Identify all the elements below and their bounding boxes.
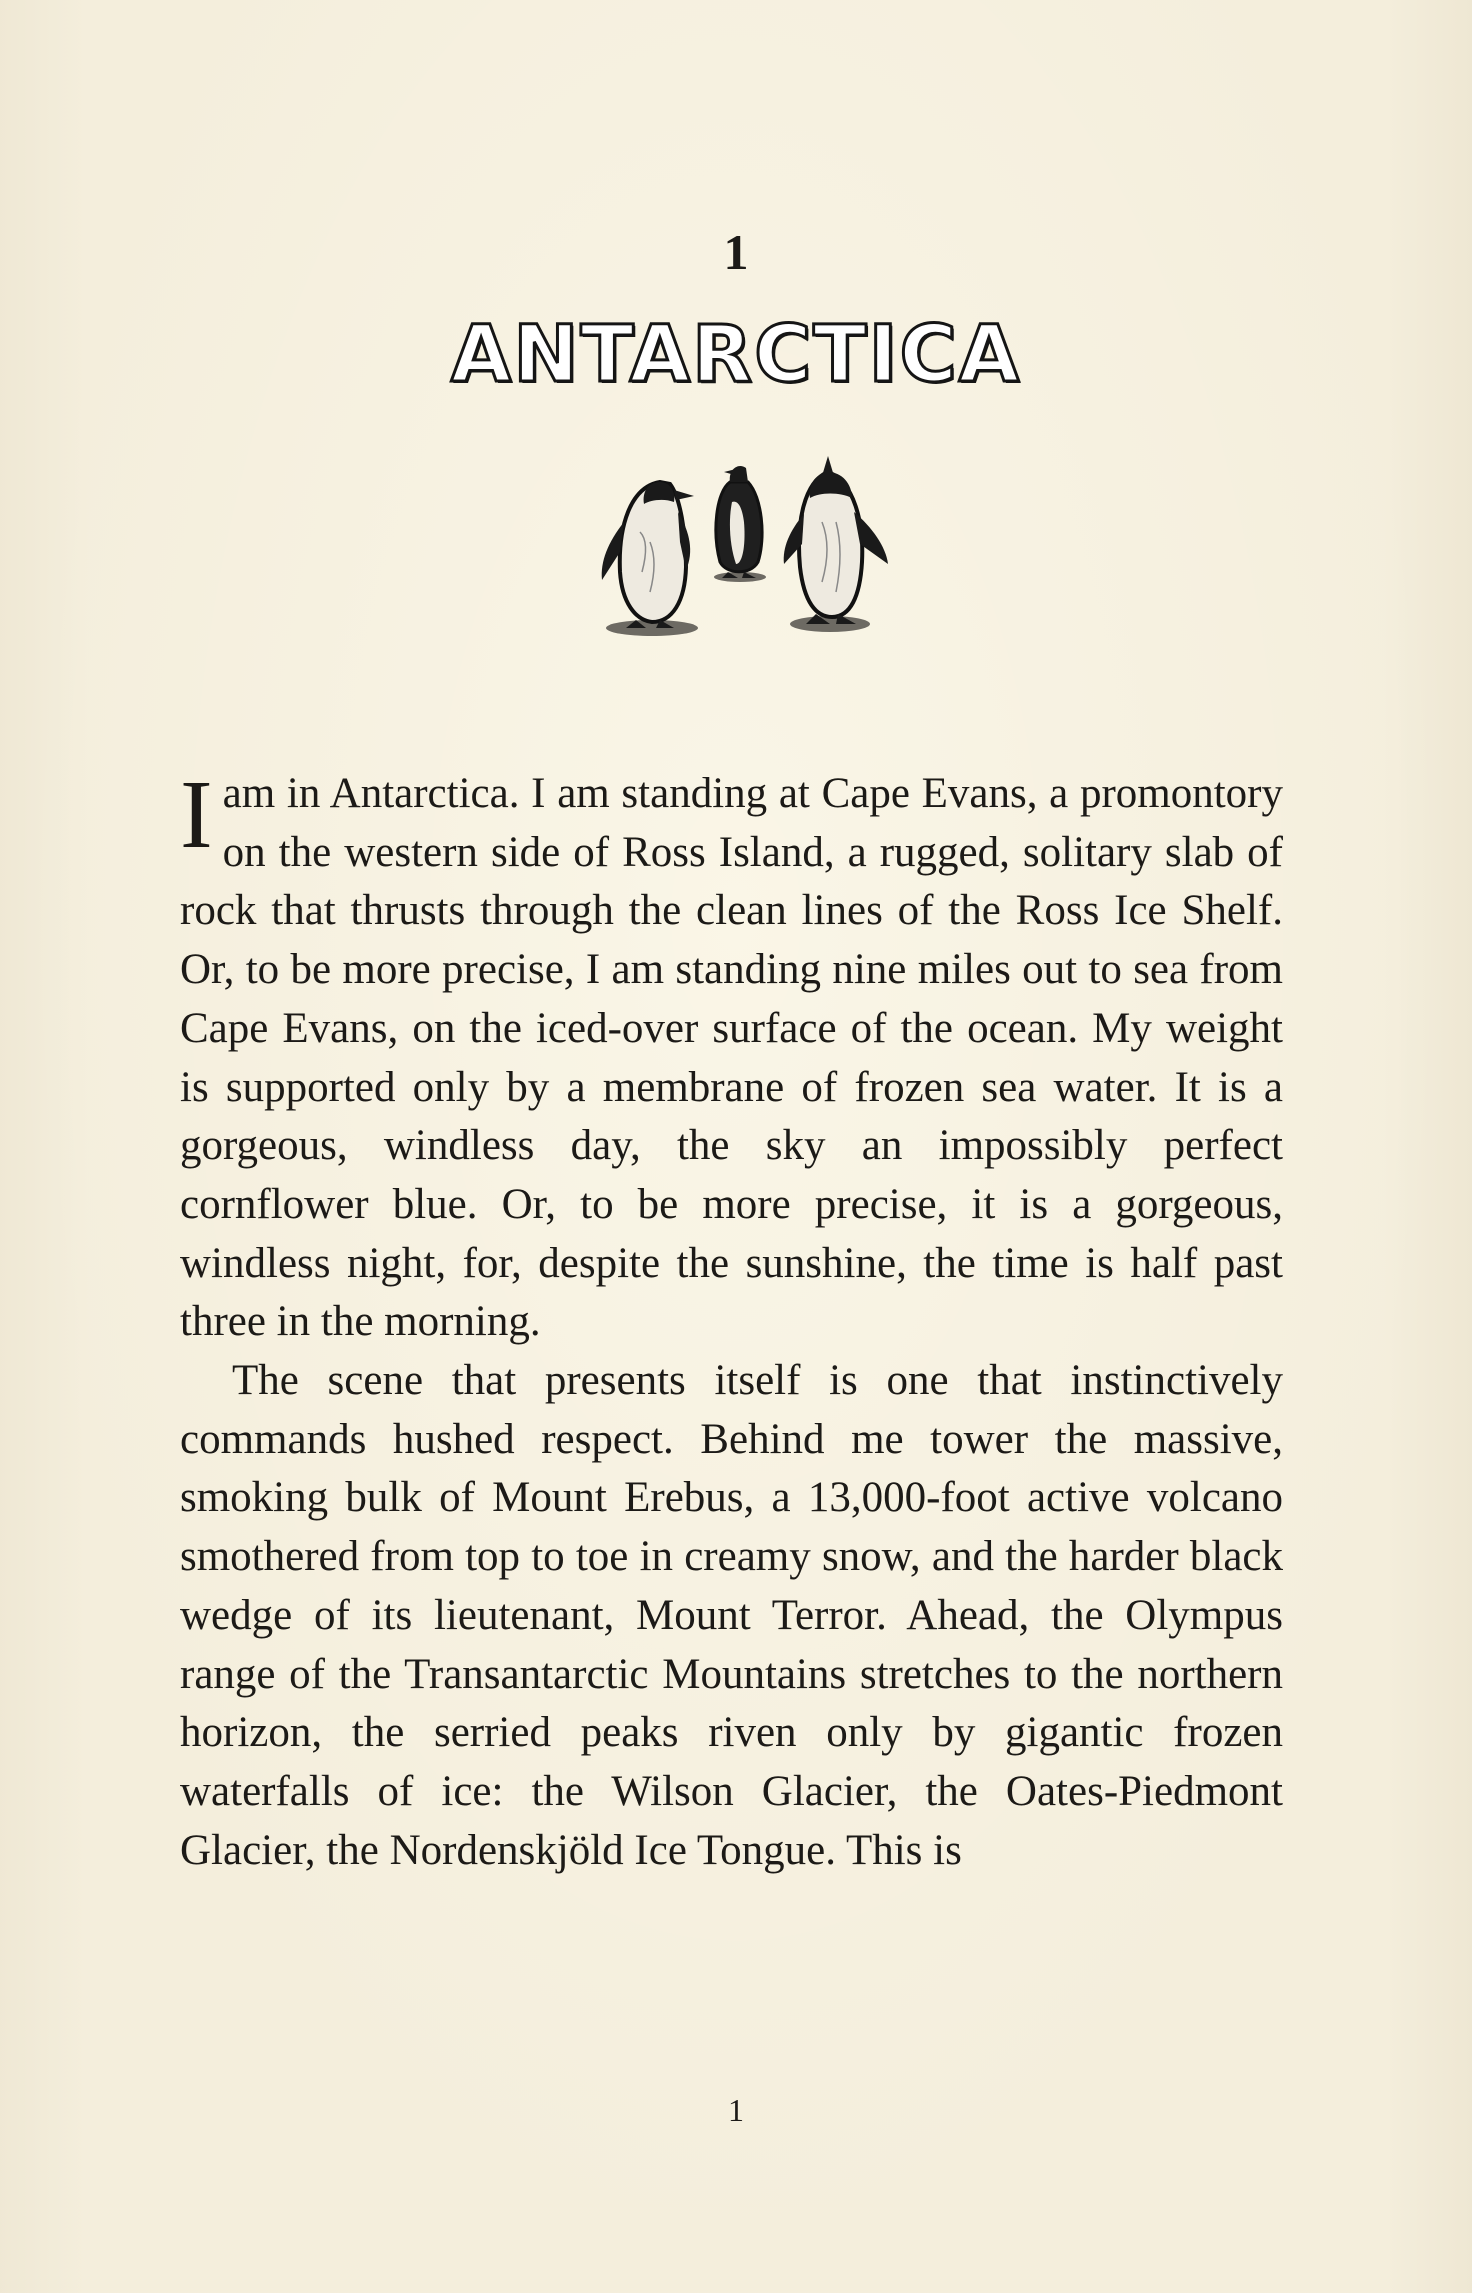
- chapter-body: [180, 761, 1283, 1880]
- chapter-number: 1: [723, 224, 749, 280]
- drop-cap: I: [180, 761, 213, 869]
- penguin-left: [602, 482, 694, 628]
- page-number: 1: [728, 2092, 744, 2128]
- penguin-right: [784, 456, 888, 624]
- penguin-middle: [716, 466, 762, 578]
- paragraph-1-text: am in Antarctica. I am standing at Cape Evans, a promontory on the western side of Ross Island, a rugged, solitary slab of rock that thrusts through the clean lines of the Ross Ice Shelf. Or, to be more precise, I am standing nine miles out to sea from Cape Evans, on the iced-over surface of the ocean. My weight is supported only by a membrane of frozen sea water. It is a gorgeous, windless day, the sky an impossibly perfect cornflower blue. Or, to be more precise, it is a gorgeous, windless night, for, despite the sunshine, the time is half past three in the morning.: [180, 770, 1283, 1346]
- chapter-title: ANTARCTICA: [450, 310, 1022, 400]
- three-penguins-icon: [590, 452, 910, 647]
- paragraph-2: The scene that presents itself is one that instinctively commands hushed respect. Behind me tower the massive, smoking bulk of Mount Erebus, a 13,000-foot active volcano smothered from top to toe in creamy snow, and the harder black wedge of its lieutenant, Mount Terror. Ahead, the Olympus range of the Transantarctic Mountains stretches to the northern horizon, the serried peaks riven only by gigantic frozen waterfalls of ice: the Wilson Glacier, the Oates-Piedmont Glacier, the Nordenskjöld Ice Tongue. This is: [180, 1357, 1283, 1874]
- paragraph-1: [180, 761, 1283, 1352]
